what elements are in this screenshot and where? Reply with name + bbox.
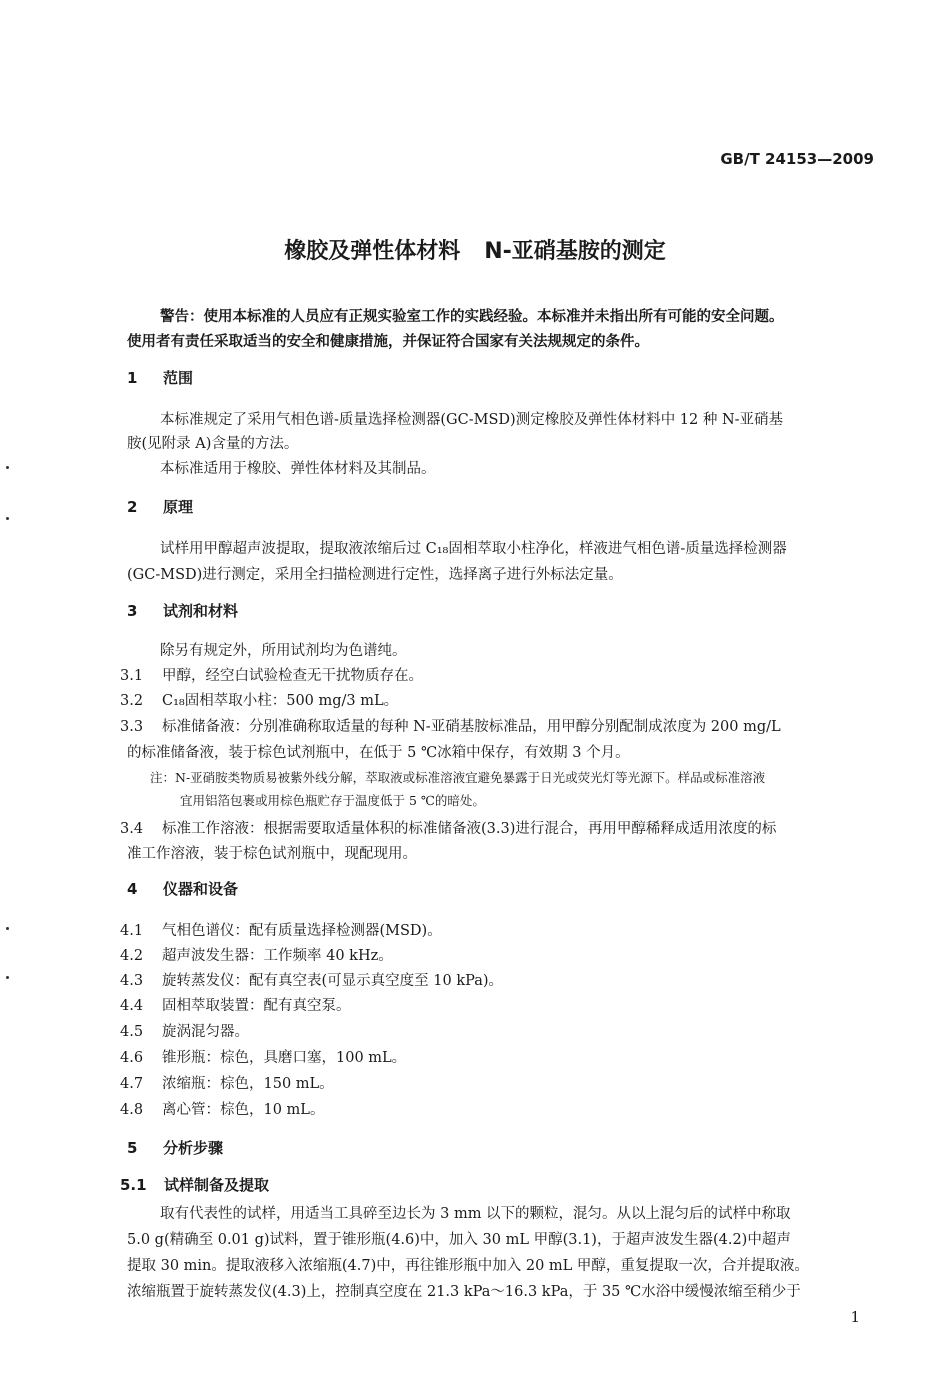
section-4-heading: [127, 878, 238, 899]
subsection-5-1-heading: [120, 1174, 269, 1195]
section-2-p1-line-2: (GC-MSD)进行测定，采用全扫描检测进行定性，选择离子进行外标法定量。: [127, 567, 623, 583]
item-text: 标准储备液：分别准确称取适量的每种 N-亚硝基胺标准品，用甲醇分别配制成浓度为 200 mg/L: [162, 719, 781, 735]
subsection-5-1-line-3: 提取 30 min。提取液移入浓缩瓶(4.7)中，再往锥形瓶中加入 20 mL 甲醇，重复提取一次，合并提取液。: [127, 1258, 809, 1274]
section-3-intro: 除另有规定外，所用试剂均为色谱纯。: [160, 643, 407, 659]
item-3-3: [120, 715, 781, 736]
item-text: 固相萃取装置：配有真空泵。: [162, 998, 351, 1014]
item-text: 甲醇，经空白试验检查无干扰物质存在。: [162, 668, 423, 684]
item-4-1: [120, 919, 442, 940]
item-number: 4.1: [120, 923, 144, 939]
section-2-heading: [127, 496, 193, 517]
scan-dot: [6, 466, 9, 469]
item-number: 4.8: [120, 1102, 144, 1118]
item-number: 3.2: [120, 693, 144, 709]
item-4-4: [120, 994, 351, 1015]
scan-dot: [6, 517, 9, 520]
item-text: 超声波发生器：工作频率 40 kHz。: [162, 948, 393, 964]
item-4-7: [120, 1072, 334, 1093]
scan-dot: [6, 927, 9, 930]
section-5-heading: [127, 1137, 223, 1158]
item-text: 旋涡混匀器。: [162, 1024, 249, 1040]
item-number: 4.3: [120, 973, 144, 989]
section-1-number: 1: [127, 369, 138, 387]
section-2-p1-line-1: 试样用甲醇超声波提取，提取液浓缩后过 C₁₈固相萃取小柱净化，样液进气相色谱-质量选择检测器: [160, 541, 787, 557]
item-4-6: [120, 1046, 406, 1067]
section-1-p1-line-1: 本标准规定了采用气相色谱-质量选择检测器(GC-MSD)测定橡胶及弹性体材料中 12 种 N-亚硝基: [160, 412, 784, 428]
item-text: 浓缩瓶：棕色，150 mL。: [162, 1076, 334, 1092]
warning-line-2: 使用者有责任采取适当的安全和健康措施，并保证符合国家有关法规规定的条件。: [127, 334, 649, 350]
item-3-4: [120, 817, 776, 838]
subsection-5-1-number: 5.1: [120, 1176, 147, 1194]
item-text: C₁₈固相萃取小柱：500 mg/3 mL。: [162, 693, 399, 709]
title-part-1: 橡胶及弹性体材料: [284, 239, 461, 264]
item-text: 标准工作溶液：根据需要取适量体积的标准储备液(3.3)进行混合，再用甲醇稀释成适用浓度的标: [162, 821, 777, 837]
subsection-5-1-line-4: 浓缩瓶置于旋转蒸发仪(4.3)上，控制真空度在 21.3 kPa～16.3 kPa，于 35 ℃水浴中缓慢浓缩至稍少于: [127, 1284, 801, 1300]
item-text: 离心管：棕色，10 mL。: [162, 1102, 325, 1118]
page-number: 1: [850, 1308, 860, 1326]
item-4-3: [120, 969, 503, 990]
item-number: 3.3: [120, 719, 144, 735]
item-4-5: [120, 1020, 249, 1041]
item-text: 旋转蒸发仪：配有真空表(可显示真空度至 10 kPa)。: [162, 973, 504, 989]
item-number: 3.4: [120, 821, 144, 837]
subsection-5-1-line-2: 5.0 g(精确至 0.01 g)试料，置于锥形瓶(4.6)中，加入 30 mL 甲醇(3.1)，于超声波发生器(4.2)中超声: [127, 1232, 791, 1248]
item-number: 4.4: [120, 998, 144, 1014]
section-2-title: 原理: [163, 498, 194, 516]
section-5-title: 分析步骤: [163, 1139, 224, 1157]
item-3-1: [120, 664, 423, 685]
item-3-3-line-2: 的标准储备液，装于棕色试剂瓶中，在低于 5 ℃冰箱中保存，有效期 3 个月。: [127, 745, 630, 761]
item-number: 4.7: [120, 1076, 144, 1092]
title-part-2: N-亚硝基胺的测定: [484, 239, 666, 264]
section-3-heading: [127, 600, 238, 621]
section-3-number: 3: [127, 602, 138, 620]
item-number: 3.1: [120, 668, 144, 684]
section-1-heading: [127, 367, 193, 388]
note-line-2: 宜用铝箔包裹或用棕色瓶贮存于温度低于 5 ℃的暗处。: [180, 793, 485, 808]
item-3-2: [120, 689, 398, 710]
section-1-p1-line-2: 胺(见附录 A)含量的方法。: [127, 436, 299, 452]
item-number: 4.5: [120, 1024, 144, 1040]
item-text: 气相色谱仪：配有质量选择检测器(MSD)。: [162, 923, 442, 939]
section-4-number: 4: [127, 880, 138, 898]
section-1-title: 范围: [163, 369, 194, 387]
scan-dot: [6, 976, 9, 979]
section-2-number: 2: [127, 498, 138, 516]
warning-line-1: 警告：使用本标准的人员应有正规实验室工作的实践经验。本标准并未指出所有可能的安全问题。: [160, 309, 784, 325]
standard-code: GB/T 24153—2009: [720, 150, 874, 168]
item-4-8: [120, 1098, 324, 1119]
document-title: [0, 234, 950, 265]
item-text: 锥形瓶：棕色，具磨口塞，100 mL。: [162, 1050, 407, 1066]
note-line-1: 注：N-亚硝胺类物质易被紫外线分解，萃取液或标准溶液宜避免暴露于日光或荧光灯等光源下。样品或标准溶液: [150, 770, 766, 785]
subsection-5-1-title: 试样制备及提取: [164, 1176, 270, 1194]
item-number: 4.2: [120, 948, 144, 964]
item-3-4-line-2: 准工作溶液，装于棕色试剂瓶中，现配现用。: [127, 846, 417, 862]
section-4-title: 仪器和设备: [163, 880, 239, 898]
item-4-2: [120, 944, 393, 965]
item-number: 4.6: [120, 1050, 144, 1066]
section-5-number: 5: [127, 1139, 138, 1157]
section-3-title: 试剂和材料: [163, 602, 239, 620]
subsection-5-1-line-1: 取有代表性的试样，用适当工具碎至边长为 3 mm 以下的颗粒，混匀。从以上混匀后的试样中称取: [160, 1206, 791, 1222]
section-1-p2: 本标准适用于橡胶、弹性体材料及其制品。: [160, 461, 436, 477]
